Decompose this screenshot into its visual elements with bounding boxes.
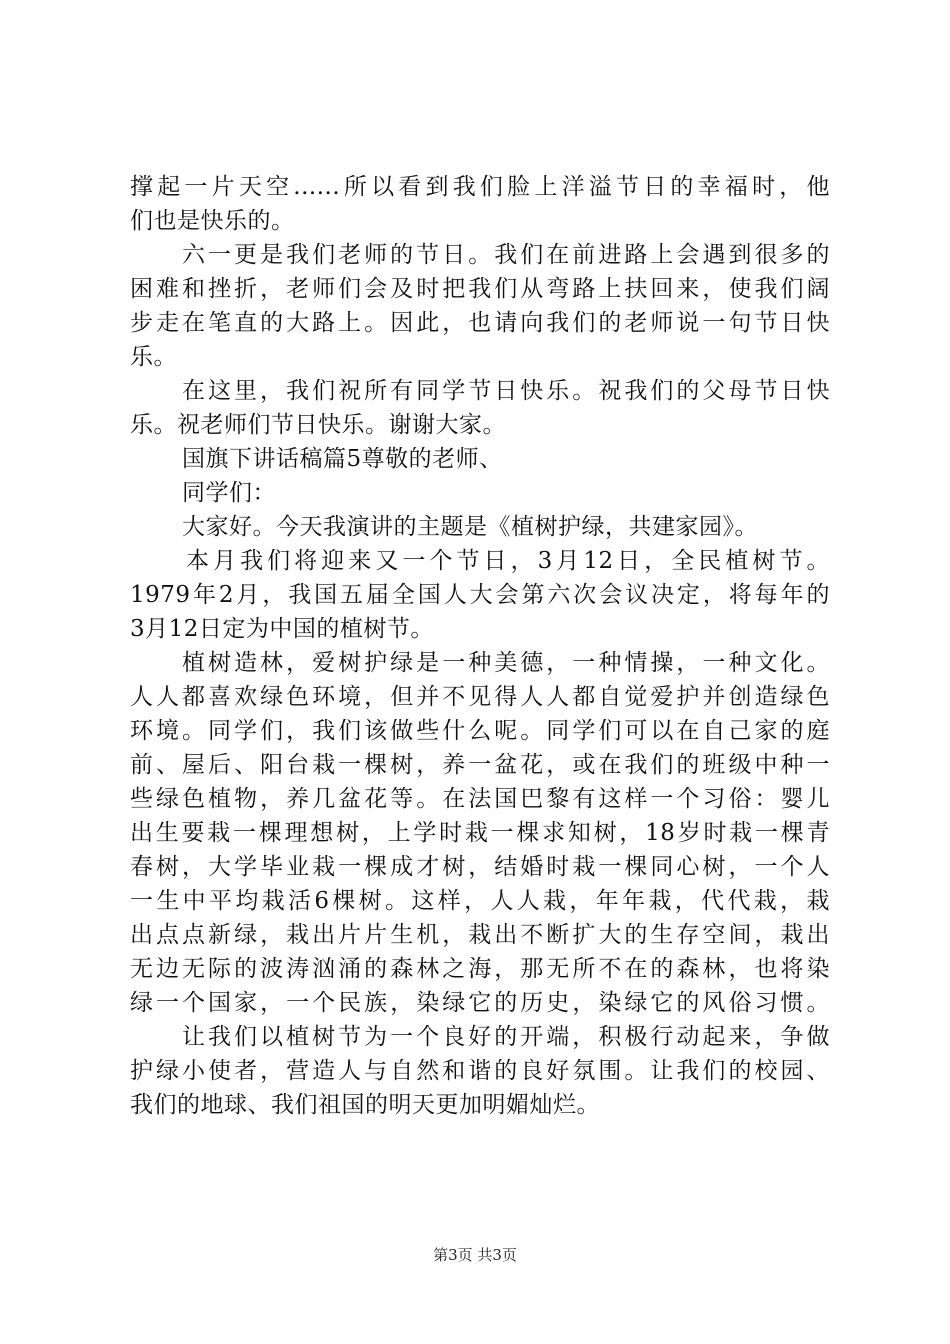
text-line: 同学们： — [182, 480, 276, 506]
text-line: 让我们以植树节为一个良好的开端，积极行动起来，争做 — [182, 1024, 830, 1050]
text-line: 植树造林，爱树护绿是一种美德，一种情操，一种文化。 — [182, 650, 830, 676]
text-line: 大家好。今天我演讲的主题是《植树护绿，共建家园》。 — [182, 514, 758, 540]
text-line: 些绿色植物，养几盆花等。在法国巴黎有这样一个习俗：婴儿 — [130, 786, 830, 812]
text-line: 无边无际的波涛汹涌的森林之海，那无所不在的森林，也将染 — [130, 956, 830, 982]
text-line: 撑起一片天空......所以看到我们脸上洋溢节日的幸福时，他 — [130, 174, 830, 200]
text-line: 困难和挫折，老师们会及时把我们从弯路上扶回来，使我们阔 — [130, 276, 830, 302]
text-line: 国旗下讲话稿篇5尊敬的老师、 — [182, 446, 503, 472]
text-line: 春树，大学毕业栽一棵成才树，结婚时栽一棵同心树，一个人 — [130, 854, 830, 880]
text-line: 1979年2月，我国五届全国人大会第六次会议决定，将每年的 — [130, 582, 830, 608]
text-line: 乐。 — [130, 344, 177, 370]
page-footer: 第3页 共3页 — [433, 1246, 517, 1264]
text-line: 出生要栽一棵理想树，上学时栽一棵求知树，18岁时栽一棵青 — [130, 820, 830, 846]
text-line: 本月我们将迎来又一个节日，3月12日，全民植树节。 — [186, 548, 830, 574]
text-line: 在这里，我们祝所有同学节日快乐。祝我们的父母节日快 — [182, 378, 830, 404]
document-body — [130, 170, 830, 1122]
text-line: 出点点新绿，栽出片片生机，栽出不断扩大的生存空间，栽出 — [130, 922, 830, 948]
text-line: 步走在笔直的大路上。因此，也请向我们的老师说一句节日快 — [130, 310, 830, 336]
text-line: 环境。同学们，我们该做些什么呢。同学们可以在自己家的庭 — [130, 718, 830, 744]
text-line: 护绿小使者，营造人与自然和谐的良好氛围。让我们的校园、 — [130, 1058, 830, 1084]
text-line: 乐。祝老师们节日快乐。谢谢大家。 — [130, 412, 506, 438]
text-line: 们也是快乐的。 — [130, 208, 295, 234]
text-line: 绿一个国家，一个民族，染绿它的历史，染绿它的风俗习惯。 — [130, 990, 830, 1016]
text-line: 六一更是我们老师的节日。我们在前进路上会遇到很多的 — [182, 242, 830, 268]
text-line: 一生中平均栽活6棵树。这样，人人栽，年年栽，代代栽，栽 — [130, 888, 830, 914]
text-line: 3月12日定为中国的植树节。 — [130, 616, 434, 642]
text-line: 我们的地球、我们祖国的明天更加明媚灿烂。 — [130, 1092, 600, 1118]
text-line: 前、屋后、阳台栽一棵树，养一盆花，或在我们的班级中种一 — [130, 752, 830, 778]
text-line: 人人都喜欢绿色环境，但并不见得人人都自觉爱护并创造绿色 — [130, 684, 830, 710]
